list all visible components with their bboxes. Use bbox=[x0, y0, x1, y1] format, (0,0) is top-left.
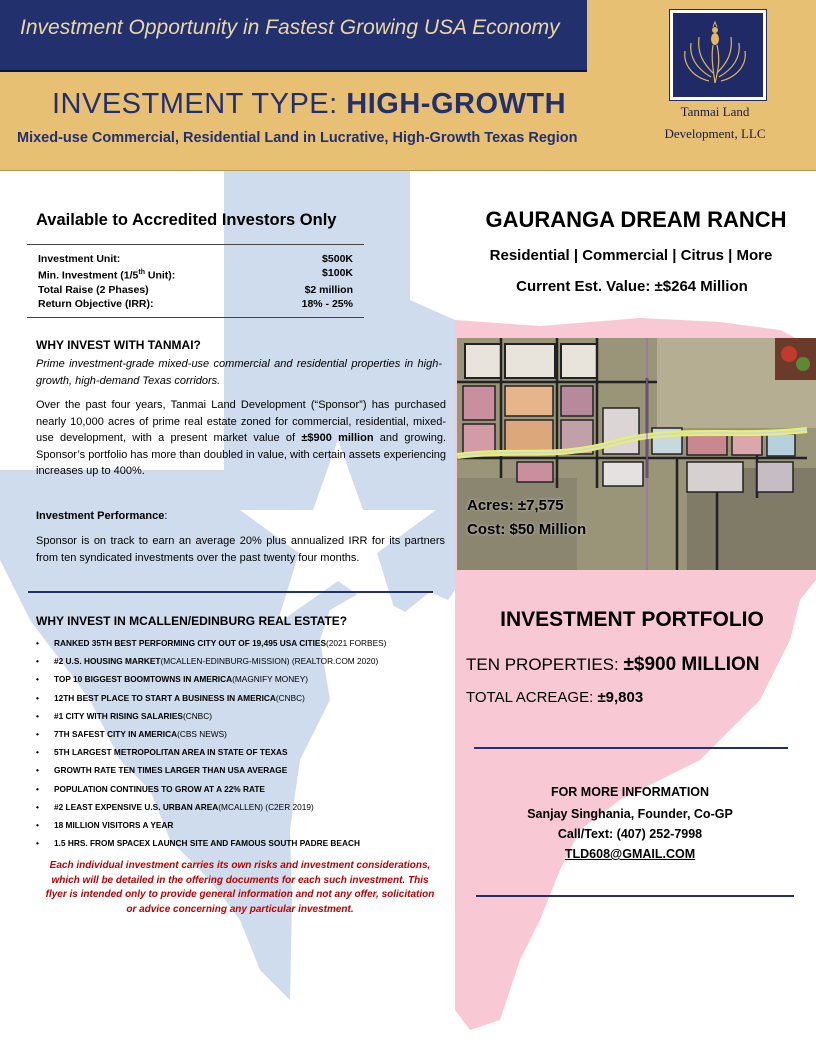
term-label: Total Raise (2 Phases) bbox=[38, 283, 149, 296]
list-item bbox=[36, 761, 456, 779]
investment-subtitle: Mixed-use Commercial, Residential Land in Lucrative, High-Growth Texas Region bbox=[17, 130, 578, 146]
list-item-bold: #2 LEAST EXPENSIVE U.S. URBAN AREA bbox=[54, 801, 219, 812]
bullet-icon: • bbox=[36, 820, 39, 831]
contact-heading: FOR MORE INFORMATION bbox=[550, 785, 710, 799]
ranch-cost: Cost: $50 Million bbox=[467, 521, 587, 538]
list-item-source: (CBS NEWS) bbox=[177, 729, 227, 740]
list-item bbox=[36, 689, 456, 707]
portfolio-acreage-value: ±9,803 bbox=[597, 689, 644, 706]
term-row bbox=[27, 297, 364, 311]
term-value: 18% - 25% bbox=[301, 297, 353, 310]
contact-phone[interactable]: Call/Text: (407) 252-7998 bbox=[557, 827, 703, 841]
portfolio-properties bbox=[466, 654, 760, 676]
contact-email[interactable] bbox=[470, 847, 790, 861]
list-item bbox=[36, 780, 456, 798]
list-item-bold: 12TH BEST PLACE TO START A BUSINESS IN AMERICA bbox=[54, 692, 276, 703]
list-item-bold: 1.5 HRS. FROM SPACEX LAUNCH SITE AND FAMOUS SOUTH PADRE BEACH bbox=[54, 838, 360, 849]
performance-heading: Investment Performance: bbox=[36, 510, 168, 522]
mcallen-heading: WHY INVEST IN MCALLEN/EDINBURG REAL ESTATE? bbox=[36, 614, 348, 628]
list-item bbox=[36, 743, 456, 761]
peacock-icon bbox=[673, 13, 757, 91]
why-tanmai-body bbox=[36, 397, 446, 480]
contact-email-link[interactable]: TLD608@GMAIL.COM bbox=[564, 847, 696, 861]
bullet-icon: • bbox=[36, 838, 39, 849]
list-item bbox=[36, 707, 456, 725]
bullet-icon: • bbox=[36, 729, 39, 740]
list-item-source: (MCALLEN-EDINBURG-MISSION) (REALTOR.COM 2020) bbox=[160, 656, 379, 667]
terms-table bbox=[27, 244, 364, 318]
divider bbox=[28, 591, 433, 593]
investment-type-value: HIGH-GROWTH bbox=[346, 88, 567, 120]
ranch-value: Current Est. Value: ±$264 Million bbox=[516, 278, 748, 295]
portfolio-acreage-label: TOTAL ACREAGE: bbox=[466, 689, 598, 706]
disclaimer: Each individual investment carries its own risks and investment considerations, which will be detailed in the offering documents for each such investment. This flyer is intended only to provide general information and not any offer, solicitation or advice concerning any particular investment. bbox=[45, 860, 435, 915]
bullet-icon: • bbox=[36, 692, 39, 703]
list-item bbox=[36, 652, 456, 670]
bullet-icon: • bbox=[36, 801, 39, 812]
bullet-icon: • bbox=[36, 674, 39, 685]
term-label: Investment Unit: bbox=[38, 253, 121, 265]
divider bbox=[476, 895, 794, 897]
contact-name: Sanjay Singhania, Founder, Co-GP bbox=[527, 807, 733, 821]
list-item-bold: 7TH SAFEST CITY IN AMERICA bbox=[54, 729, 178, 740]
list-item-bold: 18 MILLION VISITORS A YEAR bbox=[54, 820, 174, 831]
bullet-icon: • bbox=[36, 638, 39, 648]
bullet-icon: • bbox=[36, 765, 39, 776]
portfolio-properties-label: TEN PROPERTIES: bbox=[466, 655, 624, 674]
company-logo bbox=[670, 10, 766, 100]
term-label: Return Objective (IRR): bbox=[38, 297, 154, 310]
portfolio-properties-value: ±$900 MILLION bbox=[623, 654, 760, 675]
term-row bbox=[27, 252, 364, 266]
list-item-source: (MCALLEN) (C2ER 2019) bbox=[218, 801, 314, 812]
list-item bbox=[36, 834, 456, 852]
why-tanmai-intro: Prime investment-grade mixed-use commercial and residential properties in high-growth, high-demand Texas corridors. bbox=[36, 358, 442, 387]
term-label: Min. Investment (1/5th Unit): bbox=[38, 269, 176, 282]
market-value: ±$900 million bbox=[301, 432, 374, 444]
accredited-investors-title: Available to Accredited Investors Only bbox=[36, 211, 337, 229]
ranch-acres: Acres: ±7,575 bbox=[467, 497, 564, 514]
list-item bbox=[36, 816, 456, 834]
list-item-bold: #2 U.S. HOUSING MARKET bbox=[54, 656, 161, 667]
why-tanmai-heading: WHY INVEST WITH TANMAI? bbox=[36, 338, 201, 352]
investment-type-heading bbox=[52, 88, 566, 121]
tagline: Investment Opportunity in Fastest Growing USA Economy bbox=[20, 16, 560, 39]
mcallen-list bbox=[36, 634, 456, 852]
list-item-bold: 5TH LARGEST METROPOLITAN AREA IN STATE OF TEXAS bbox=[54, 747, 288, 758]
performance-heading-text: Investment Performance bbox=[36, 510, 165, 522]
term-row bbox=[27, 266, 364, 283]
divider bbox=[474, 747, 788, 749]
list-item-source: (CNBC) bbox=[182, 710, 212, 721]
term-value: $2 million bbox=[304, 283, 353, 296]
list-item-source: (MAGNIFY MONEY) bbox=[232, 674, 309, 685]
list-item bbox=[36, 670, 456, 688]
investment-type-label: INVESTMENT TYPE: bbox=[52, 88, 347, 120]
bullet-icon: • bbox=[36, 783, 39, 794]
list-item-source: (2021 FORBES) bbox=[326, 638, 387, 648]
company-name-line2: Development, LLC bbox=[664, 126, 766, 141]
term-value: $100K bbox=[322, 267, 353, 279]
list-item-bold: #1 CITY WITH RISING SALARIES bbox=[54, 710, 183, 721]
why-body-text: and growing. Sponsor’s portfolio has more than doubled in value, with certain assets experiencing increases up to 400%. bbox=[36, 432, 446, 477]
list-item-bold: RANKED 35TH BEST PERFORMING CITY OUT OF 19,495 USA CITIES bbox=[54, 638, 326, 648]
performance-body: Sponsor is on track to earn an average 20% plus annualized IRR for its partners from ten syndicated investments over the past twenty four months. bbox=[36, 535, 445, 564]
portfolio-title: INVESTMENT PORTFOLIO bbox=[500, 608, 764, 631]
ranch-title: GAURANGA DREAM RANCH bbox=[485, 207, 787, 232]
list-item-bold: GROWTH RATE TEN TIMES LARGER THAN USA AVERAGE bbox=[54, 765, 288, 776]
list-item-bold: POPULATION CONTINUES TO GROW AT A 22% RATE bbox=[54, 783, 265, 794]
list-item bbox=[36, 634, 456, 652]
bullet-icon: • bbox=[36, 656, 39, 667]
list-item-bold: TOP 10 BIGGEST BOOMTOWNS IN AMERICA bbox=[54, 674, 233, 685]
list-item bbox=[36, 798, 456, 816]
company-name-line1: Tanmai Land bbox=[680, 104, 750, 119]
ranch-uses: Residential | Commercial | Citrus | More bbox=[489, 247, 773, 264]
bullet-icon: • bbox=[36, 710, 39, 721]
term-row bbox=[27, 283, 364, 297]
bullet-icon: • bbox=[36, 747, 39, 758]
why-body-text: Over the past four years, Tanmai Land Development (“Sponsor”) has purchased nearly 10,000 acres of prime real estate zoned for commercial, residential, mixed-use development, with a present market value of bbox=[36, 399, 446, 444]
list-item-source: (CNBC) bbox=[275, 692, 305, 703]
term-value: $500K bbox=[322, 253, 353, 265]
portfolio-acreage bbox=[466, 689, 643, 706]
list-item bbox=[36, 725, 456, 743]
